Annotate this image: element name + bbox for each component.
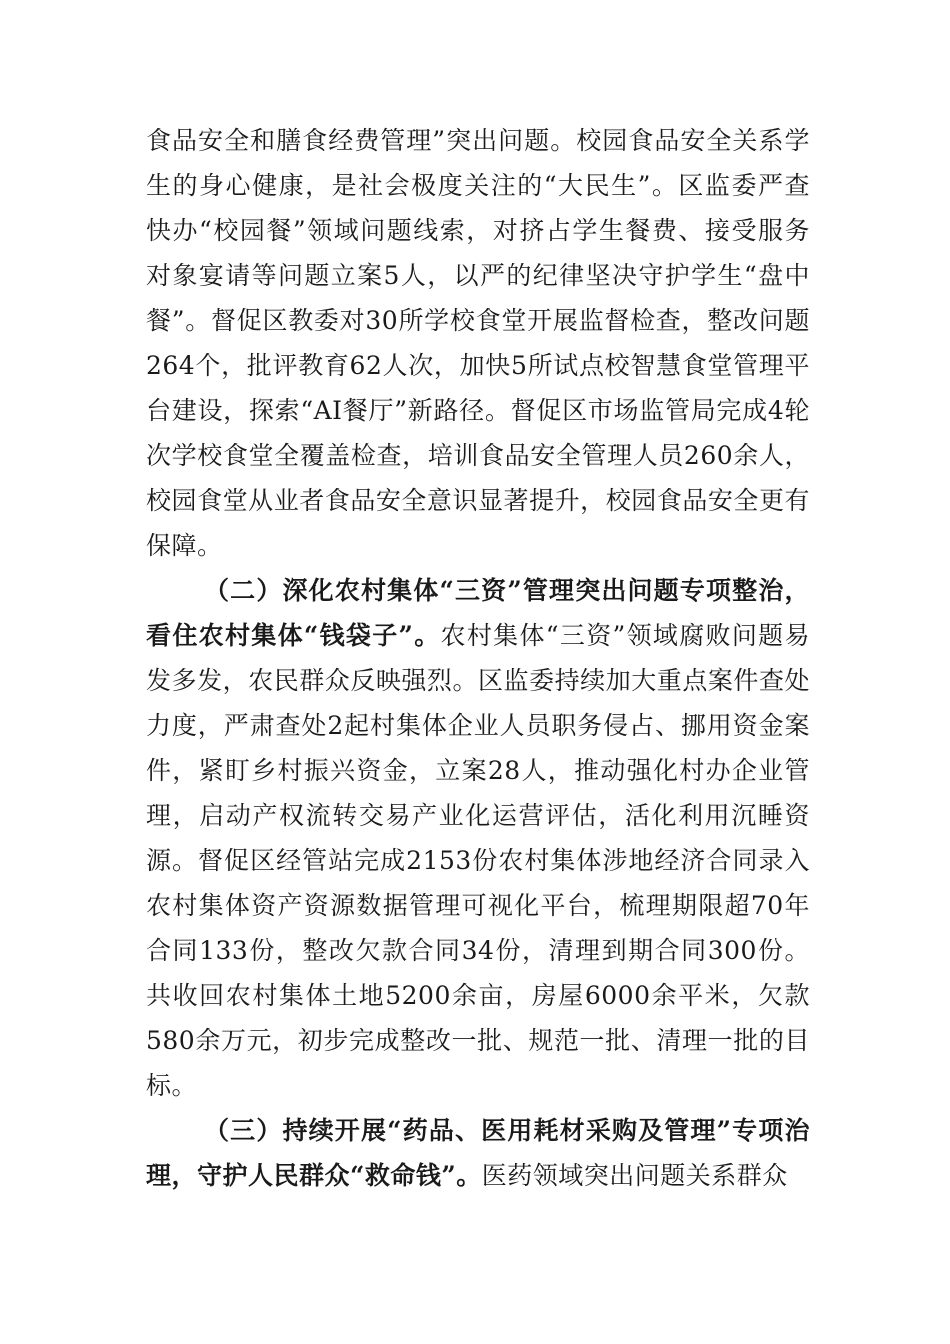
paragraph-3-heading: （三）持续开展“药品、医用耗材采购及管理”专项治理，守护人民群众“救命钱”。 (146, 1116, 810, 1190)
paragraph-2-text: 农村集体“三资”领域腐败问题易发多发，农民群众反映强烈。区监委持续加大重点案件查处力度，严肃查处2起村集体企业人员职务侵占、挪用资金案件，紧盯乡村振兴资金，立案28人，推动强化村办企业管理，启动产权流转交易产业化运营评估，活化利用沉睡资源。督促区经管站完成2153份农村集体涉地经济合同录入农村集体资产资源数据管理可视化平台，梳理期限超70年合同133份，整改欠款合同34份，清理到期合同300份。共收回农村集体土地5200余亩，房屋6000余平米，欠款580余万元，初步完成整改一批、规范一批、清理一批的目标。 (146, 621, 810, 1100)
paragraph-1 (146, 118, 810, 568)
document-body (146, 118, 810, 1198)
paragraph-2-heading: （二）深化农村集体“三资”管理突出问题专项整治，看住农村集体“钱袋子”。 (146, 576, 810, 650)
paragraph-1-text: 食品安全和膳食经费管理”突出问题。校园食品安全关系学生的身心健康，是社会极度关注的“大民生”。区监委严查快办“校园餐”领域问题线索，对挤占学生餐费、接受服务对象宴请等问题立案5人，以严的纪律坚决守护学生“盘中餐”。督促区教委对30所学校食堂开展监督检查，整改问题264个，批评教育62人次，加快5所试点校智慧食堂管理平台建设，探索“AI餐厅”新路径。督促区市场监管局完成4轮次学校食堂全覆盖检查，培训食品安全管理人员260余人，校园食堂从业者食品安全意识显著提升，校园食品安全更有保障。 (146, 126, 810, 560)
paragraph-3-text: 医药领域突出问题关系群众 (481, 1161, 788, 1190)
paragraph-3 (146, 1108, 810, 1198)
paragraph-2 (146, 568, 810, 1108)
